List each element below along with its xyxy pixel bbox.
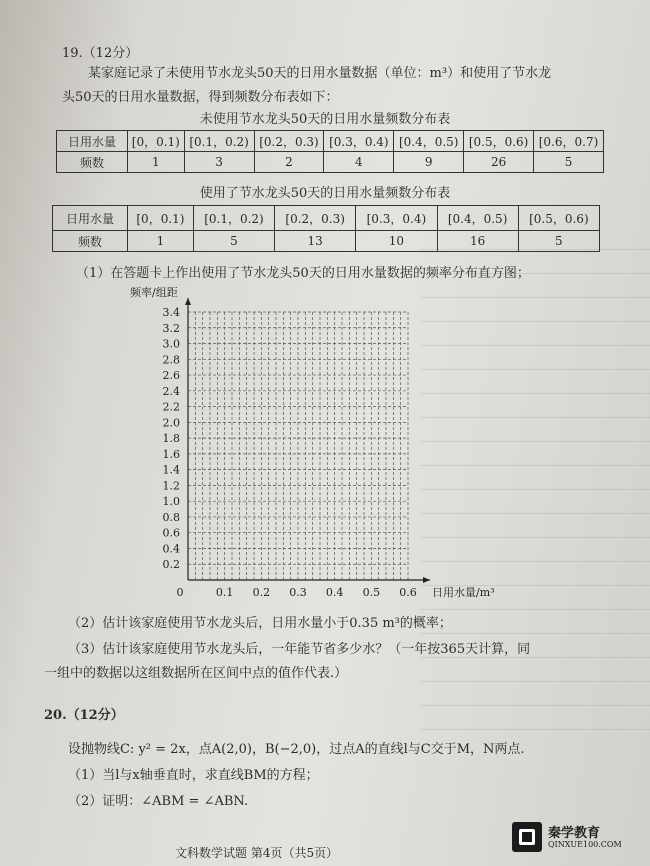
table-cell: 5 (518, 231, 599, 252)
table-cell: [0.5，0.6) (518, 206, 599, 231)
q20-line1: 设抛物线C: y² = 2x，点A(2,0)，B(−2,0)，过点A的直线l与C交于M，N两点. (68, 742, 525, 757)
table-cell: [0.3，0.4) (356, 206, 437, 231)
table-cell: 16 (437, 231, 518, 252)
y-tick-label: 2.0 (162, 416, 180, 430)
y-tick-label: 3.0 (162, 337, 180, 351)
table-cell: [0，0.1) (128, 131, 185, 152)
table-cell: [0.1，0.2) (193, 206, 274, 231)
table-row (53, 206, 600, 231)
table-cell: [0.1，0.2) (184, 131, 254, 152)
table-cell: [0.4，0.5) (437, 206, 518, 231)
table-cell: [0.6，0.7) (534, 131, 604, 152)
y-tick-label: 0.6 (162, 526, 180, 540)
table-cell: 26 (464, 152, 534, 173)
x-tick-label: 0.5 (362, 586, 381, 599)
y-tick-label: 0.8 (162, 510, 180, 524)
table1-title: 未使用节水龙头50天的日用水量频数分布表 (199, 112, 451, 127)
table-cell: [0.4，0.5) (394, 131, 464, 152)
x-axis-arrow-icon (423, 577, 430, 583)
q19-part3-line2: 一组中的数据以这组数据所在区间中点的值作代表.） (44, 666, 348, 681)
table-cell: [0.5，0.6) (464, 131, 534, 152)
y-tick-label: 2.6 (162, 369, 180, 383)
y-tick-label: 2.8 (162, 353, 180, 367)
table1 (56, 130, 604, 173)
table-cell: 频数 (57, 152, 128, 173)
table-cell: 4 (324, 152, 394, 173)
q19-part2: （2）估计该家庭使用节水龙头后，日用水量小于0.35 m³的概率； (68, 616, 452, 631)
watermark-url: QINXUE100.COM (548, 840, 622, 849)
y-tick-label: 3.4 (162, 306, 180, 319)
table-cell: 频数 (53, 231, 128, 252)
x-tick-label: 0.1 (215, 586, 234, 599)
table-cell: [0.2，0.3) (254, 131, 324, 152)
x-tick-label: 0.2 (252, 586, 271, 599)
x-tick-label: 0.6 (399, 586, 417, 599)
x-tick-label: 0.4 (325, 586, 344, 599)
q19-part1: （1）在答题卡上作出使用了节水龙头50天的日用水量数据的频率分布直方图； (76, 266, 530, 281)
x-axis-label: 日用水量/m³ (432, 586, 495, 599)
watermark-brand: 秦学教育 (548, 826, 601, 841)
y-tick-label: 0.2 (162, 558, 180, 572)
table-cell: [0，0.1) (128, 206, 194, 231)
table-cell: 10 (356, 231, 437, 252)
q19-intro-line1: 某家庭记录了未使用节水龙头50天的日用水量数据（单位：m³）和使用了节水龙 (88, 66, 552, 81)
q19-number: 19.（12分） (62, 46, 139, 61)
y-tick-label: 0.4 (162, 542, 180, 556)
y-tick-label: 1.0 (162, 495, 180, 509)
q20-part1: （1）当l与x轴垂直时，求直线BM的方程； (68, 768, 319, 783)
y-tick-label: 1.4 (162, 463, 180, 477)
table-cell: 日用水量 (53, 206, 128, 231)
table-cell: 5 (534, 152, 604, 173)
table-cell: 2 (254, 152, 324, 173)
y-tick-label: 1.2 (162, 479, 180, 493)
table2-title: 使用了节水龙头50天的日用水量频数分布表 (199, 186, 451, 201)
table-cell: 13 (275, 231, 356, 252)
table-cell: 3 (184, 152, 254, 173)
table-cell: 1 (128, 231, 194, 252)
q20-part2: （2）证明：∠ABM = ∠ABN. (68, 794, 249, 809)
q19-part3-line1: （3）估计该家庭使用节水龙头后，一年能节省多少水？（一年按365天计算，同 (68, 642, 531, 657)
y-axis-arrow-icon (185, 298, 191, 305)
q19-intro-line2: 头50天的日用水量数据，得到频数分布表如下： (62, 90, 339, 105)
table-cell: 1 (128, 152, 185, 173)
table-row (57, 131, 604, 152)
table-cell: 5 (193, 231, 274, 252)
table-cell: [0.3，0.4) (324, 131, 394, 152)
brand-logo-icon (512, 822, 542, 852)
table-cell: 日用水量 (57, 131, 128, 152)
y-tick-label: 1.6 (162, 447, 180, 461)
y-axis-label: 频率/组距 (130, 286, 178, 299)
y-tick-label: 3.2 (162, 321, 180, 335)
q20-number: 20.（12分） (44, 708, 124, 723)
page-footer: 文科数学试题 第4页（共5页） (175, 846, 339, 860)
table-cell: 9 (394, 152, 464, 173)
x-tick-label: 0 (176, 586, 184, 599)
table-row (53, 231, 600, 252)
y-tick-label: 2.2 (162, 400, 180, 414)
x-tick-label: 0.3 (289, 586, 307, 599)
table-row (57, 152, 604, 173)
y-tick-label: 1.8 (162, 432, 180, 446)
table-cell: [0.2，0.3) (275, 206, 356, 231)
histogram-grid (110, 280, 495, 605)
table2 (52, 205, 600, 252)
y-tick-label: 2.4 (162, 384, 180, 398)
